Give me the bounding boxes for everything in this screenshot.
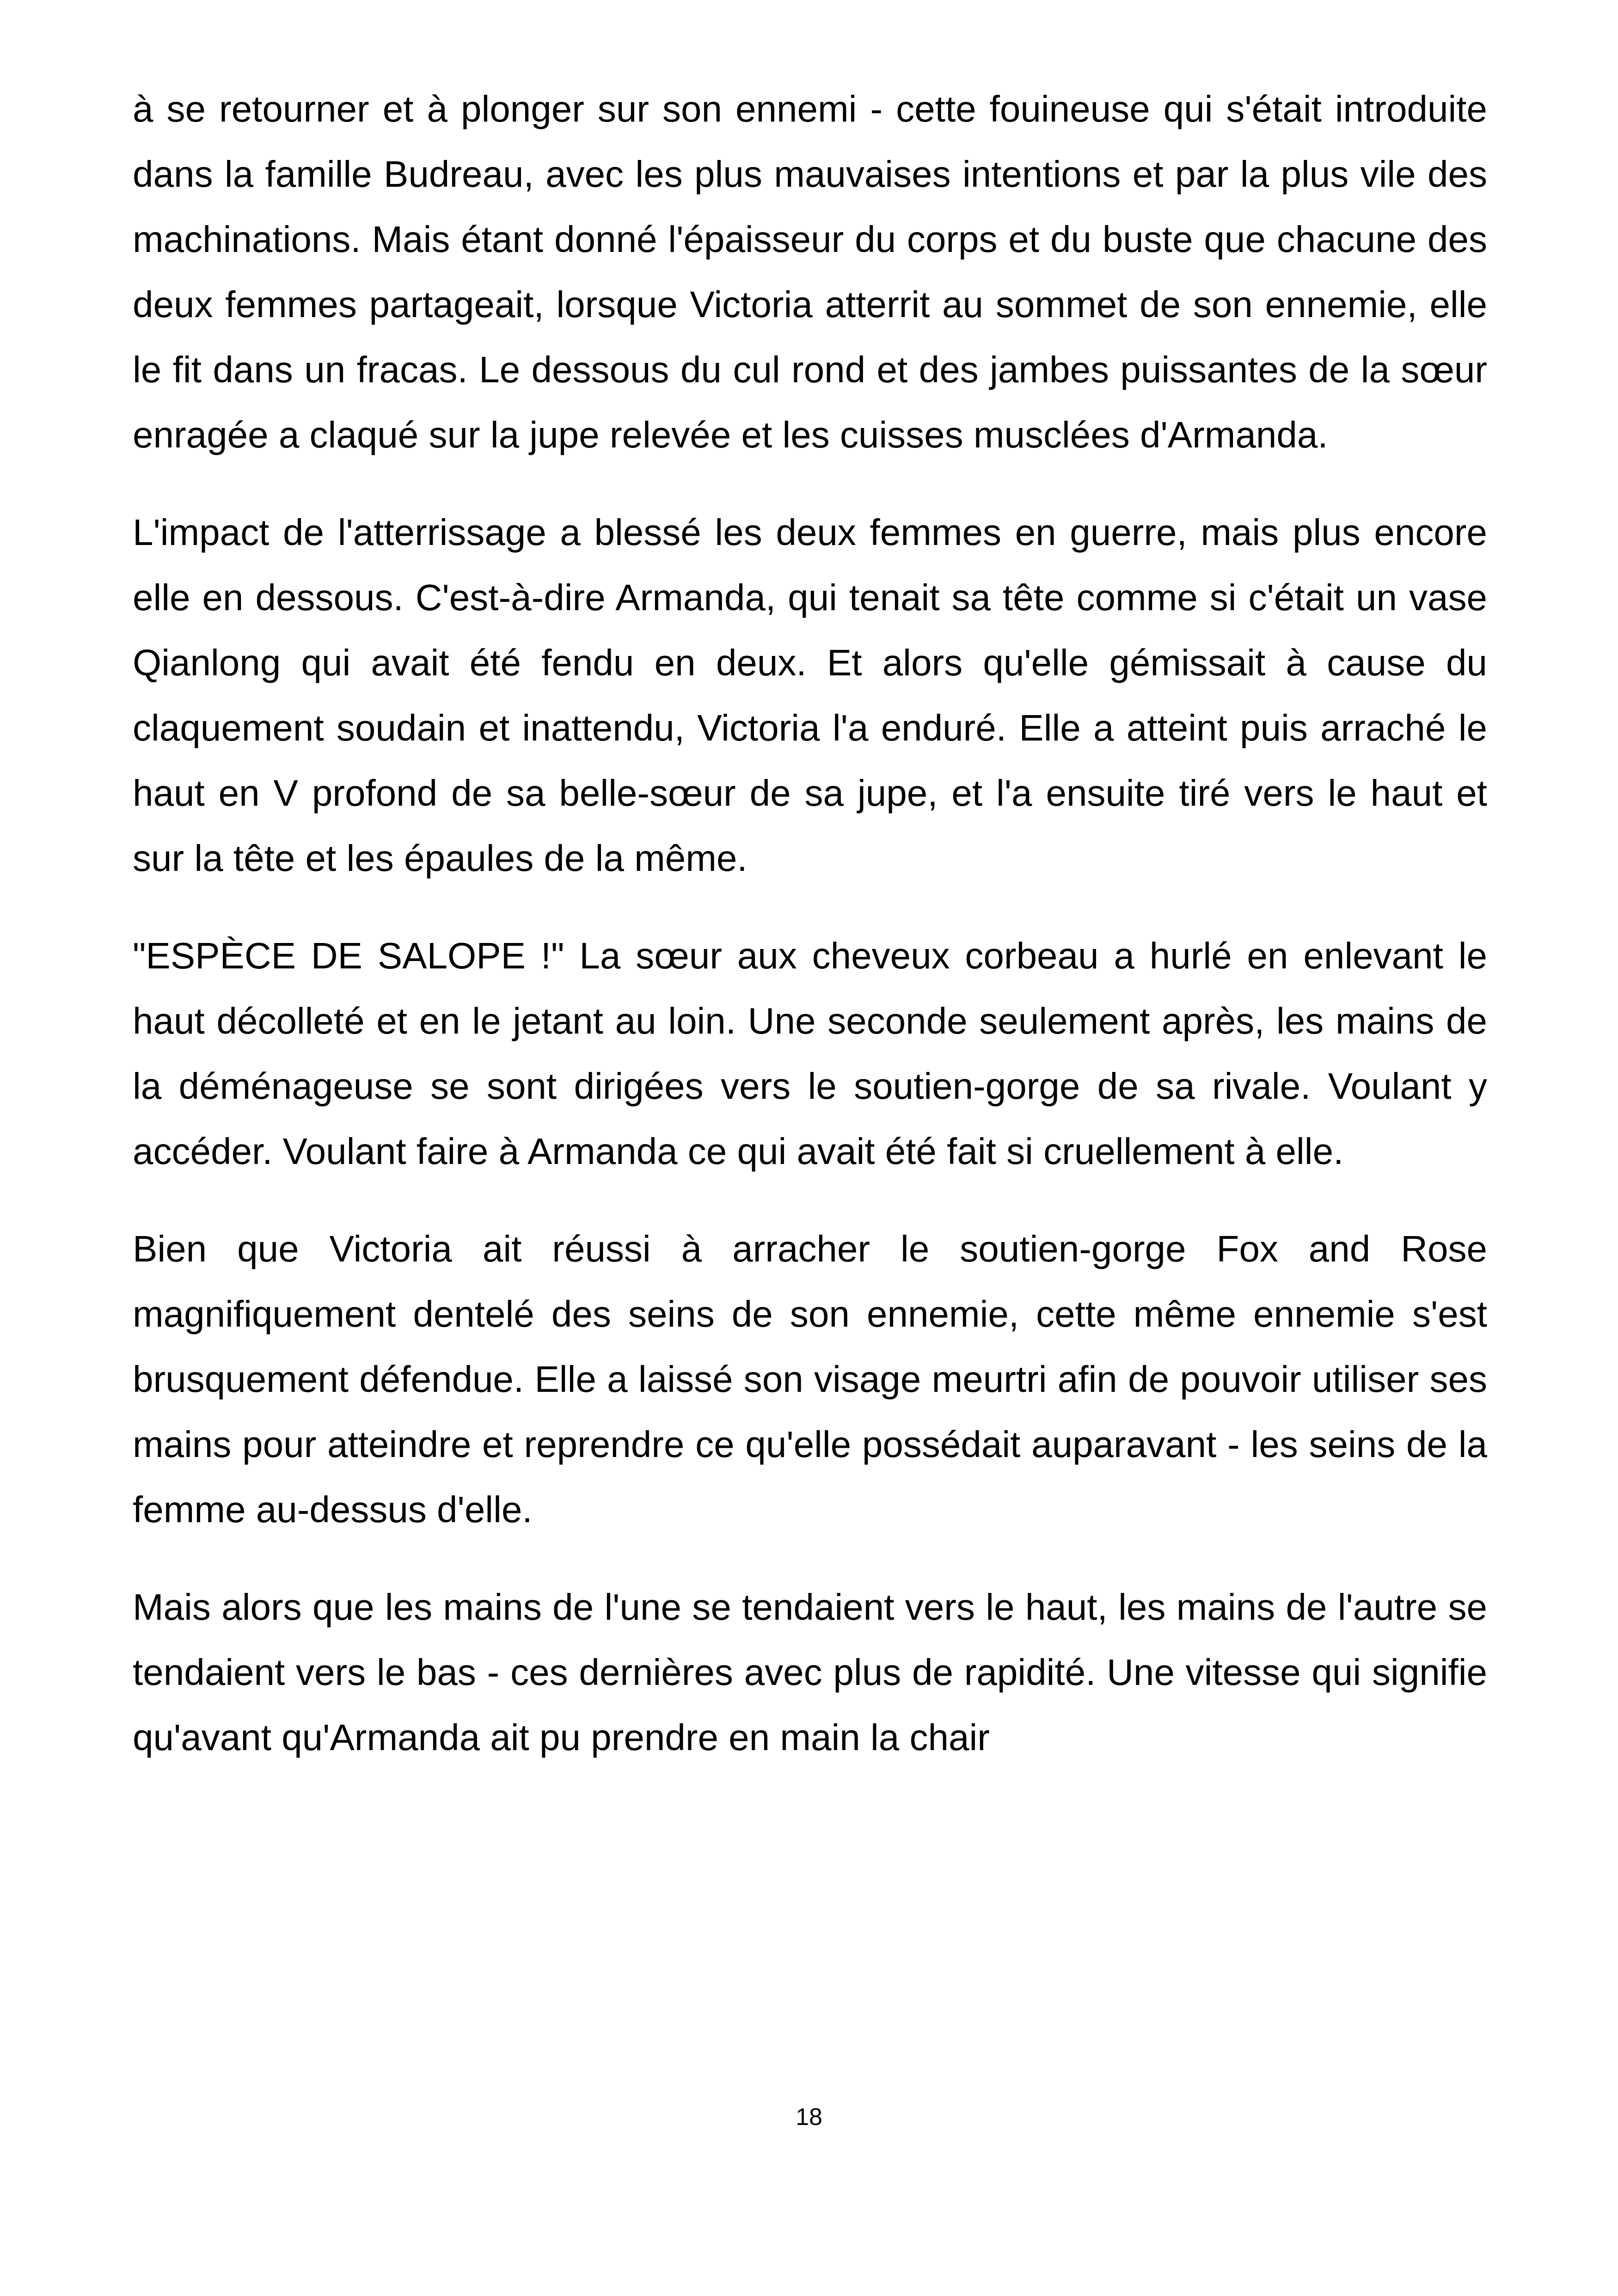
- paragraph-4: Bien que Victoria ait réussi à arracher le soutien-gorge Fox and Rose magnifiquement dentelé des seins de son ennemie, cette même ennemie s'est brusquement défendue. Elle a laissé son visage meurtri afin de pouvoir utiliser ses mains pour atteindre et reprendre ce qu'elle possédait auparavant - les seins de la femme au-dessus d'elle.: [133, 1228, 1487, 1530]
- paragraph-3: "ESPÈCE DE SALOPE !" La sœur aux cheveux corbeau a hurlé en enlevant le haut décolleté et en le jetant au loin. Une seconde seulement après, les mains de la déménageuse se sont dirigées vers le soutien-gorge de sa rivale. Voulant y accéder. Voulant faire à Armanda ce qui avait été fait si cruellement à elle.: [133, 935, 1487, 1172]
- document-page: [133, 76, 1487, 1802]
- paragraph-2: L'impact de l'atterrissage a blessé les deux femmes en guerre, mais plus encore elle en dessous. C'est-à-dire Armanda, qui tenait sa tête comme si c'était un vase Qianlong qui avait été fendu en deux. Et alors qu'elle gémissait à cause du claquement soudain et inattendu, Victoria l'a enduré. Elle a atteint puis arraché le haut en V profond de sa belle-sœur de sa jupe, et l'a ensuite tiré vers le haut et sur la tête et les épaules de la même.: [133, 512, 1487, 879]
- paragraph-5: Mais alors que les mains de l'une se tendaient vers le haut, les mains de l'autre se tendaient vers le bas - ces dernières avec plus de rapidité. Une vitesse qui signifie qu'avant qu'Armanda ait pu prendre en main la chair: [133, 1586, 1487, 1758]
- paragraph-1: à se retourner et à plonger sur son ennemi - cette fouineuse qui s'était introduite dans la famille Budreau, avec les plus mauvaises intentions et par la plus vile des machinations. Mais étant donné l'épaisseur du corps et du buste que chacune des deux femmes partageait, lorsque Victoria atterrit au sommet de son ennemie, elle le fit dans un fracas. Le dessous du cul rond et des jambes puissantes de la sœur enragée a claqué sur la jupe relevée et les cuisses musclées d'Armanda.: [133, 88, 1487, 455]
- page-number: 18: [796, 2104, 822, 2131]
